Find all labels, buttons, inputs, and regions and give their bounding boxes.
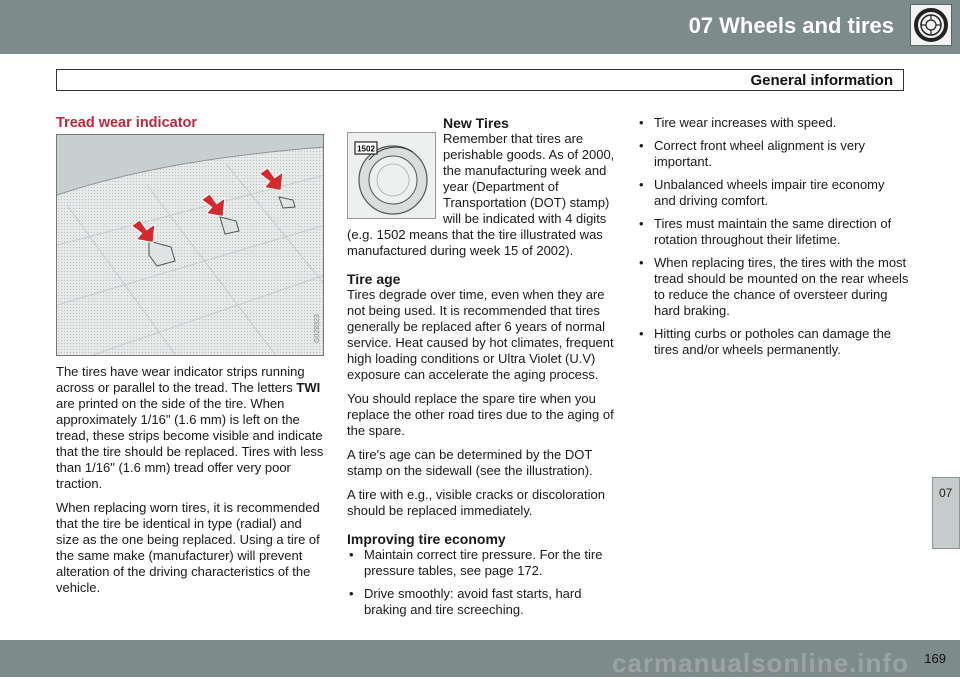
tire-age-paragraph-4: A tire with e.g., visible cracks or discoloration should be replaced immediately. <box>347 487 605 518</box>
tread-wear-paragraph <box>56 364 324 492</box>
list-item: • Correct front wheel alignment is very important. <box>637 138 909 170</box>
new-tires-heading: New Tires <box>443 115 509 131</box>
tire-tips-bullet-list <box>637 115 909 358</box>
section-header-box <box>56 69 904 91</box>
tread-text-b: are printed on the side of the tire. When approximately 1/16" (1.6 mm) is left on the tread, these strips become visible and indicate that the tire should be replaced. Tires with less than 1/16" (1.6 mm) tread offer very poor traction. <box>56 396 324 491</box>
tire-age-paragraph-2: You should replace the spare tire when you replace the other road tires due to the aging of the spare. <box>347 391 614 438</box>
list-item: • Tires must maintain the same direction of rotation throughout their lifetime. <box>637 216 909 248</box>
list-item: • Unbalanced wheels impair tire economy and driving comfort. <box>637 177 909 209</box>
right-column <box>637 115 909 365</box>
page-number: 169 <box>924 651 946 666</box>
list-item: • Maintain correct tire pressure. For the tire pressure tables, see page 172. <box>347 547 615 579</box>
tread-wear-heading: Tread wear indicator <box>56 115 198 131</box>
section-label: General information <box>750 72 893 89</box>
float-spacer <box>347 115 443 221</box>
tire-section-icon <box>910 4 952 46</box>
replacing-tires-paragraph: When replacing worn tires, it is recommended that the tire be identical in type (radial) and size as the one being replaced. Using a tire of the same make (manufacturer) will prevent alteration of the driving characteristics of the vehicle. <box>56 500 320 595</box>
twi-bold: TWI <box>296 380 321 395</box>
left-column-text <box>56 364 324 604</box>
tread-text-a: The tires have wear indicator strips running across or parallel to the tread. The letters <box>56 364 305 395</box>
list-item: • Tire wear increases with speed. <box>637 115 909 131</box>
tire-age-paragraph-3: A tire's age can be determined by the DOT stamp on the sidewall (see the illustration). <box>347 447 593 478</box>
list-item: • Hitting curbs or potholes can damage the tires and/or wheels permanently. <box>637 326 909 358</box>
tire-stamp-label: 1502 <box>357 144 375 154</box>
tire-age-heading: Tire age <box>347 271 401 287</box>
list-item: • When replacing tires, the tires with the most tread should be mounted on the rear wheels to reduce the chance of oversteer during hard braking. <box>637 255 909 319</box>
new-tires-paragraph: Remember that tires are perishable goods. As of 2000, the manufacturing week and year (Department of Transportation (DOT) stamp) will be indicated with 4 digits (e.g. 1502 means that the tire illustrated was manufactured during week 15 of 2002). <box>347 131 615 258</box>
figure-code: G028323 <box>314 314 321 343</box>
left-column <box>56 115 324 131</box>
list-item: • Drive smoothly: avoid fast starts, hard braking and tire screeching. <box>347 586 615 618</box>
watermark: carmanualsonline.info <box>612 648 909 678</box>
chapter-tab-label: 07 <box>939 486 953 500</box>
economy-bullet-list <box>347 547 615 618</box>
tread-wear-figure <box>56 134 324 356</box>
middle-column <box>347 115 615 625</box>
tire-economy-heading: Improving tire economy <box>347 531 506 547</box>
tire-age-paragraph-1: Tires degrade over time, even when they are not being used. It is recommended that tires generally be replaced after 6 years of normal service. Heat caused by hot climates, frequent high loading conditions or Ultra Violet (U.V) exposure can accelerate the aging process. <box>347 287 614 382</box>
chapter-title: 07 Wheels and tires <box>688 13 894 38</box>
